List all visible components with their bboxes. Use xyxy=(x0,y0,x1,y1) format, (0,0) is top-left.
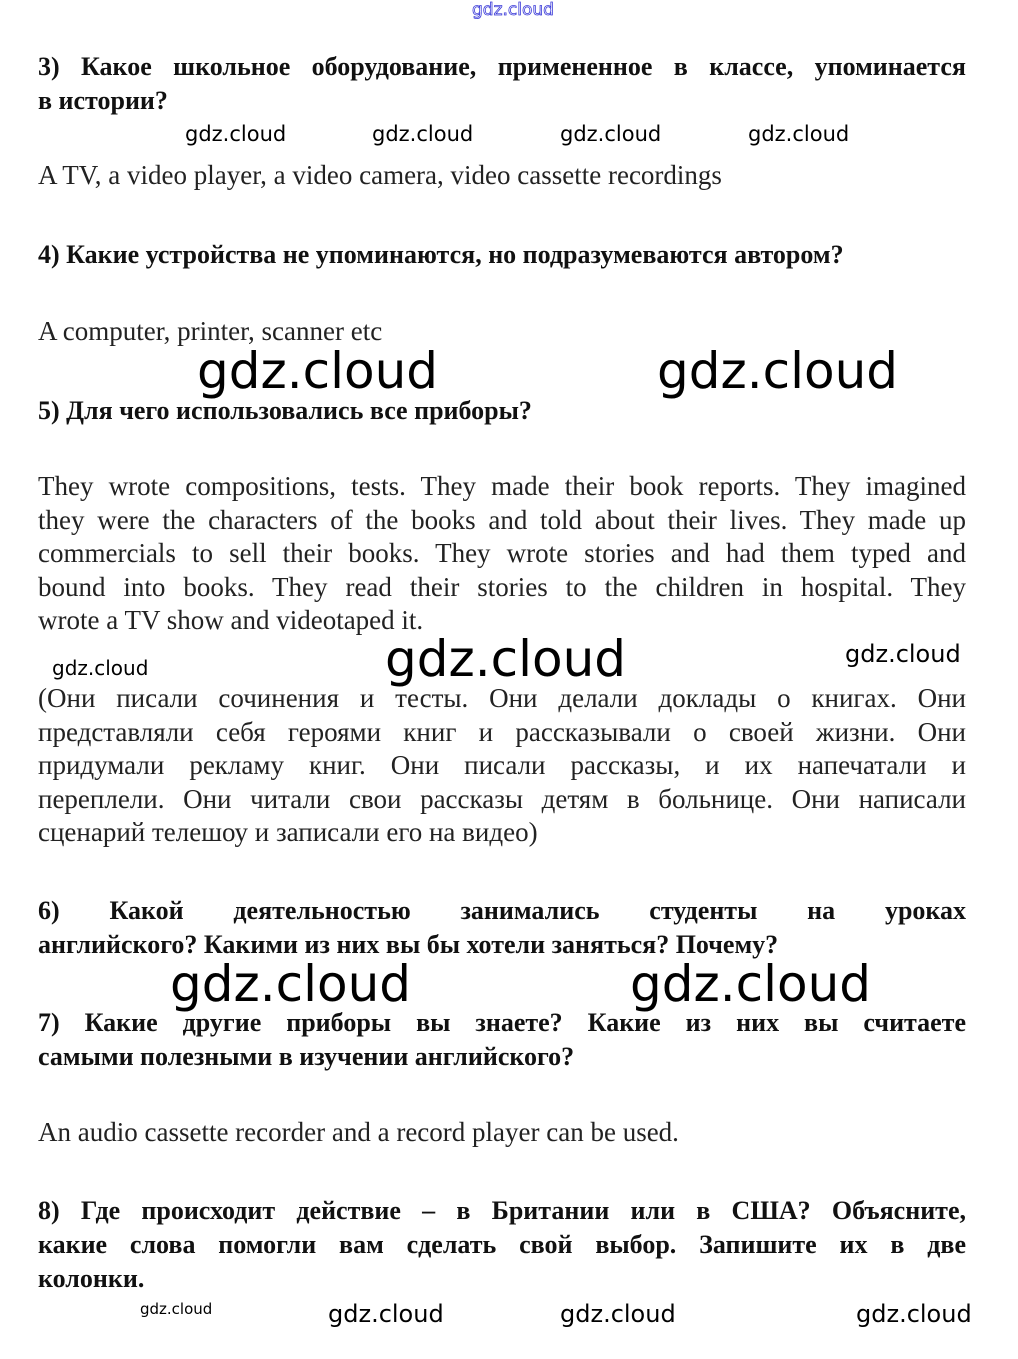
watermark: gdz.cloud xyxy=(472,0,554,20)
watermark: gdz.cloud xyxy=(845,640,961,668)
translation-line: (Они писали сочинения и тесты. Они делали доклады о книгах. Они xyxy=(38,683,966,713)
question-line: 3) Какое школьное оборудование, примененное в классе, упоминается xyxy=(38,52,966,81)
answer-line: An audio cassette recorder and a record player can be used. xyxy=(38,1117,679,1147)
question-line: 5) Для чего использовались все приборы? xyxy=(38,396,532,425)
translation-line: переплели. Они читали свои рассказы детям в больнице. Они написали xyxy=(38,783,966,814)
answer-7 xyxy=(38,1116,966,1150)
question-line: в истории? xyxy=(38,86,168,115)
answer-5 xyxy=(38,470,966,638)
watermark: gdz.cloud xyxy=(856,1300,972,1328)
watermark: gdz.cloud xyxy=(748,122,850,146)
answer-line: A TV, a video player, a video camera, video cassette recordings xyxy=(38,160,722,190)
question-line: 8) Где происходит действие – в Британии или в США? Объясните, xyxy=(38,1196,966,1225)
watermark: gdz.cloud xyxy=(560,1300,676,1328)
watermark: gdz.cloud xyxy=(52,656,149,680)
watermark: gdz.cloud xyxy=(140,1300,213,1318)
answer-line: They wrote compositions, tests. They made their book reports. They imagined xyxy=(38,471,966,501)
answer-line: wrote a TV show and videotaped it. xyxy=(38,605,424,635)
answer-line: A computer, printer, scanner etc xyxy=(38,316,383,346)
translation-line: сценарий телешоу и записали его на видео) xyxy=(38,817,538,847)
question-6 xyxy=(38,894,966,962)
answer-3 xyxy=(38,159,966,193)
watermark: gdz.cloud xyxy=(630,955,872,1013)
watermark: gdz.cloud xyxy=(197,342,439,400)
answer-5-translation xyxy=(38,682,966,850)
question-3 xyxy=(38,50,966,118)
answer-line: they were the characters of the books and told about their lives. They made up xyxy=(38,504,966,535)
translation-line: представляли себя героями книг и рассказывали о своей жизни. Они xyxy=(38,716,966,747)
question-line: какие слова помогли вам сделать свой выбор. Запишите их в две xyxy=(38,1230,966,1259)
question-4 xyxy=(38,238,966,272)
question-line: 4) Какие устройства не упоминаются, но подразумеваются автором? xyxy=(38,240,844,269)
question-line: 6) Какой деятельностью занимались студенты на уроках xyxy=(38,896,966,925)
watermark: gdz.cloud xyxy=(185,122,287,146)
question-line: английского? Какими из них вы бы хотели заняться? Почему? xyxy=(38,930,779,959)
question-line: колонки. xyxy=(38,1264,145,1293)
watermark: gdz.cloud xyxy=(560,122,662,146)
watermark: gdz.cloud xyxy=(170,955,412,1013)
question-line: 7) Какие другие приборы вы знаете? Какие из них вы считаете xyxy=(38,1008,966,1037)
watermark: gdz.cloud xyxy=(328,1300,444,1328)
answer-line: bound into books. They read their stories to the children in hospital. They xyxy=(38,571,966,602)
translation-line: придумали рекламу книг. Они писали рассказы, и их напечатали и xyxy=(38,750,966,780)
answer-line: commercials to sell their books. They wrote stories and had them typed and xyxy=(38,538,966,568)
watermark: gdz.cloud xyxy=(372,122,474,146)
question-line: самыми полезными в изучении английского? xyxy=(38,1042,575,1071)
watermark: gdz.cloud xyxy=(657,342,899,400)
question-8 xyxy=(38,1194,966,1296)
question-7 xyxy=(38,1006,966,1074)
watermark: gdz.cloud xyxy=(385,630,627,688)
